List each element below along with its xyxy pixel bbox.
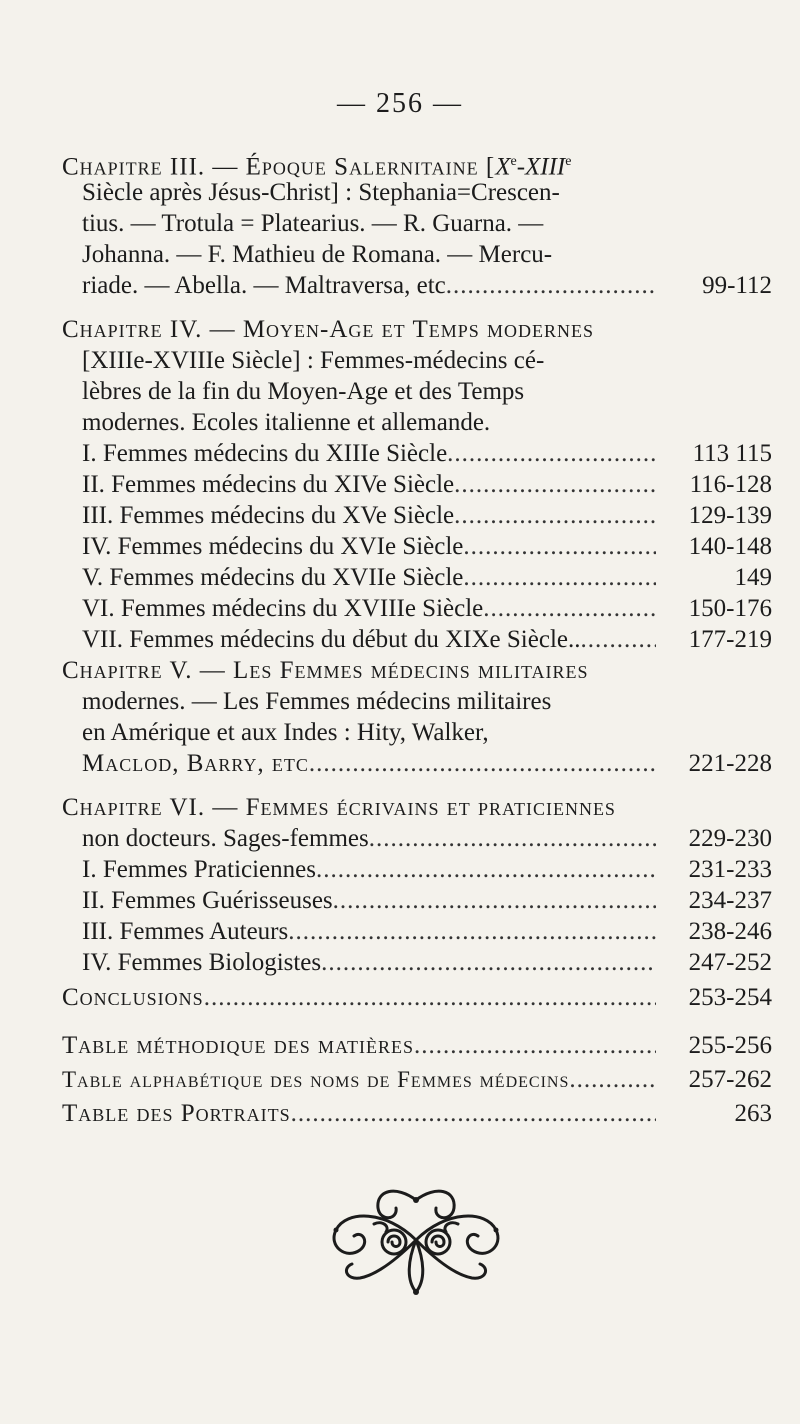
toc-entry-text: riade. — Abella. — Maltraversa, etc [82,272,446,299]
dot-leader [463,562,656,593]
toc-entry-text: VII. Femmes médecins du début du XIXe Siècle.. [82,626,581,653]
toc-entry [62,469,772,500]
toc-entry-page: 238-246 [688,918,772,945]
toc-entry-text: Conclusions [62,984,204,1011]
toc-entry-page: 255-256 [688,1032,772,1059]
toc-entry [62,531,772,562]
toc-entry-text: III. Femmes médecins du XVe Siècle [82,502,455,529]
toc-entry [62,823,772,854]
toc-entry-page: 253-254 [688,984,772,1011]
dot-leader [483,593,656,624]
dash: - [516,153,526,181]
toc-entry [62,748,772,779]
toc-entry-text: II. Femmes Guérisseuses [82,887,333,914]
toc-entry [62,562,772,593]
dot-leader [414,1030,656,1061]
dot-leader [316,854,656,885]
dot-leader [569,1064,656,1095]
text-line: Siècle après Jésus-Christ] : Stephania=Crescen- [82,179,560,206]
toc-entry-text: I. Femmes médecins du XIIIe Siècle [82,440,448,467]
toc-entry-page: 247-252 [688,949,772,976]
chapter-5-heading: Chapitre V. — Les Femmes médecins militaires [62,657,589,684]
toc-entry-page: 177-219 [688,626,772,653]
toc-entry-page: 231-233 [688,856,772,883]
text-line: en Amérique et aux Indes : Hity, Walker, [82,719,489,746]
toc-entry-text: non docteurs. Sages-femmes [82,825,369,852]
toc-entry [62,624,772,655]
dot-leader [447,438,656,469]
toc-entry [62,593,772,624]
conclusions-section [62,982,772,1013]
toc-entry [62,500,772,531]
toc-entry-page: 140-148 [688,533,772,560]
toc-entry [62,1030,772,1061]
toc-entry-text: Table alphabétique des noms de Femmes médecins [62,1067,570,1092]
text-line: [XIIIe-XVIIIe Siècle] : Femmes-médecins cé- [82,347,545,374]
toc-entry-text: Maclod, Barry, etc [82,750,309,777]
toc-entry-text: II. Femmes médecins du XIVe Siècle [82,471,455,498]
dot-leader [288,916,656,947]
dot-leader [321,947,656,978]
toc-entry-text: IV. Femmes médecins du XVIe Siècle [82,533,464,560]
toc-entry-text: V. Femmes médecins du XVIIe Siècle [82,564,464,591]
chapter-3 [62,146,772,301]
dot-leader [581,624,657,655]
dot-leader [454,469,656,500]
chapter-3-title: Chapitre III. — Époque Salernitaine [ [62,153,496,181]
superscript: e [510,154,517,169]
chapter-3-heading [62,146,772,181]
toc-entry-text: IV. Femmes Biologistes [82,949,322,976]
chapter-6 [62,792,772,978]
toc-entry-page: 257-262 [688,1066,772,1093]
text-line: modernes. Ecoles italienne et allemande. [82,409,491,436]
toc-entry [62,270,772,301]
toc-entry-page: 229-230 [688,825,772,852]
century-end: XIII [525,153,566,181]
toc-entry [62,885,772,916]
chapter-5 [62,655,772,779]
toc-entry [62,438,772,469]
dot-leader [446,270,656,301]
chapter-4 [62,314,772,655]
toc-entry [62,1064,772,1095]
tables-section [62,1030,772,1129]
toc-entry-text: Table des Portraits [62,1100,291,1127]
dot-leader [369,823,656,854]
toc-entry-text: Table méthodique des matières [62,1032,415,1059]
toc-entry-page: 149 [734,564,772,591]
toc-entry-page: 263 [734,1100,772,1127]
superscript: e [565,154,572,169]
dot-leader [291,1098,656,1129]
toc-entry-text: VI. Femmes médecins du XVIIIe Siècle [82,595,484,622]
toc-entry-page: 116-128 [689,471,772,498]
toc-entry-text: III. Femmes Auteurs [82,918,289,945]
text-line: Johanna. — F. Mathieu de Romana. — Mercu- [82,241,553,268]
dot-leader [333,885,656,916]
text-line: tius. — Trotula = Platearius. — R. Guarna. — [82,210,544,237]
dot-leader [204,982,656,1013]
toc-entry [62,916,772,947]
toc-entry [62,854,772,885]
decorative-ornament-icon [316,1180,516,1300]
toc-entry-page: 221-228 [688,750,772,777]
text-line: modernes. — Les Femmes médecins militaires [82,688,552,715]
text-line: lèbres de la fin du Moyen-Age et des Temps [82,378,525,405]
page-number: — 256 — [337,88,463,119]
toc-entry [62,982,772,1013]
toc-entry-page: 113 115 [692,440,772,467]
chapter-4-heading: Chapitre IV. — Moyen-Age et Temps modernes [62,316,595,343]
toc-entry-page: 150-176 [688,595,772,622]
dot-leader [309,748,656,779]
toc-entry [62,1098,772,1129]
century-start: X [495,153,511,181]
dot-leader [463,531,656,562]
toc-entry-page: 129-139 [688,502,772,529]
dot-leader [454,500,656,531]
toc-entry-text: I. Femmes Praticiennes [82,856,316,883]
toc-entry [62,947,772,978]
toc-entry-page: 234-237 [688,887,772,914]
toc-entry-page: 99-112 [702,272,772,299]
chapter-6-heading: Chapitre VI. — Femmes écrivains et praticiennes [62,794,616,821]
